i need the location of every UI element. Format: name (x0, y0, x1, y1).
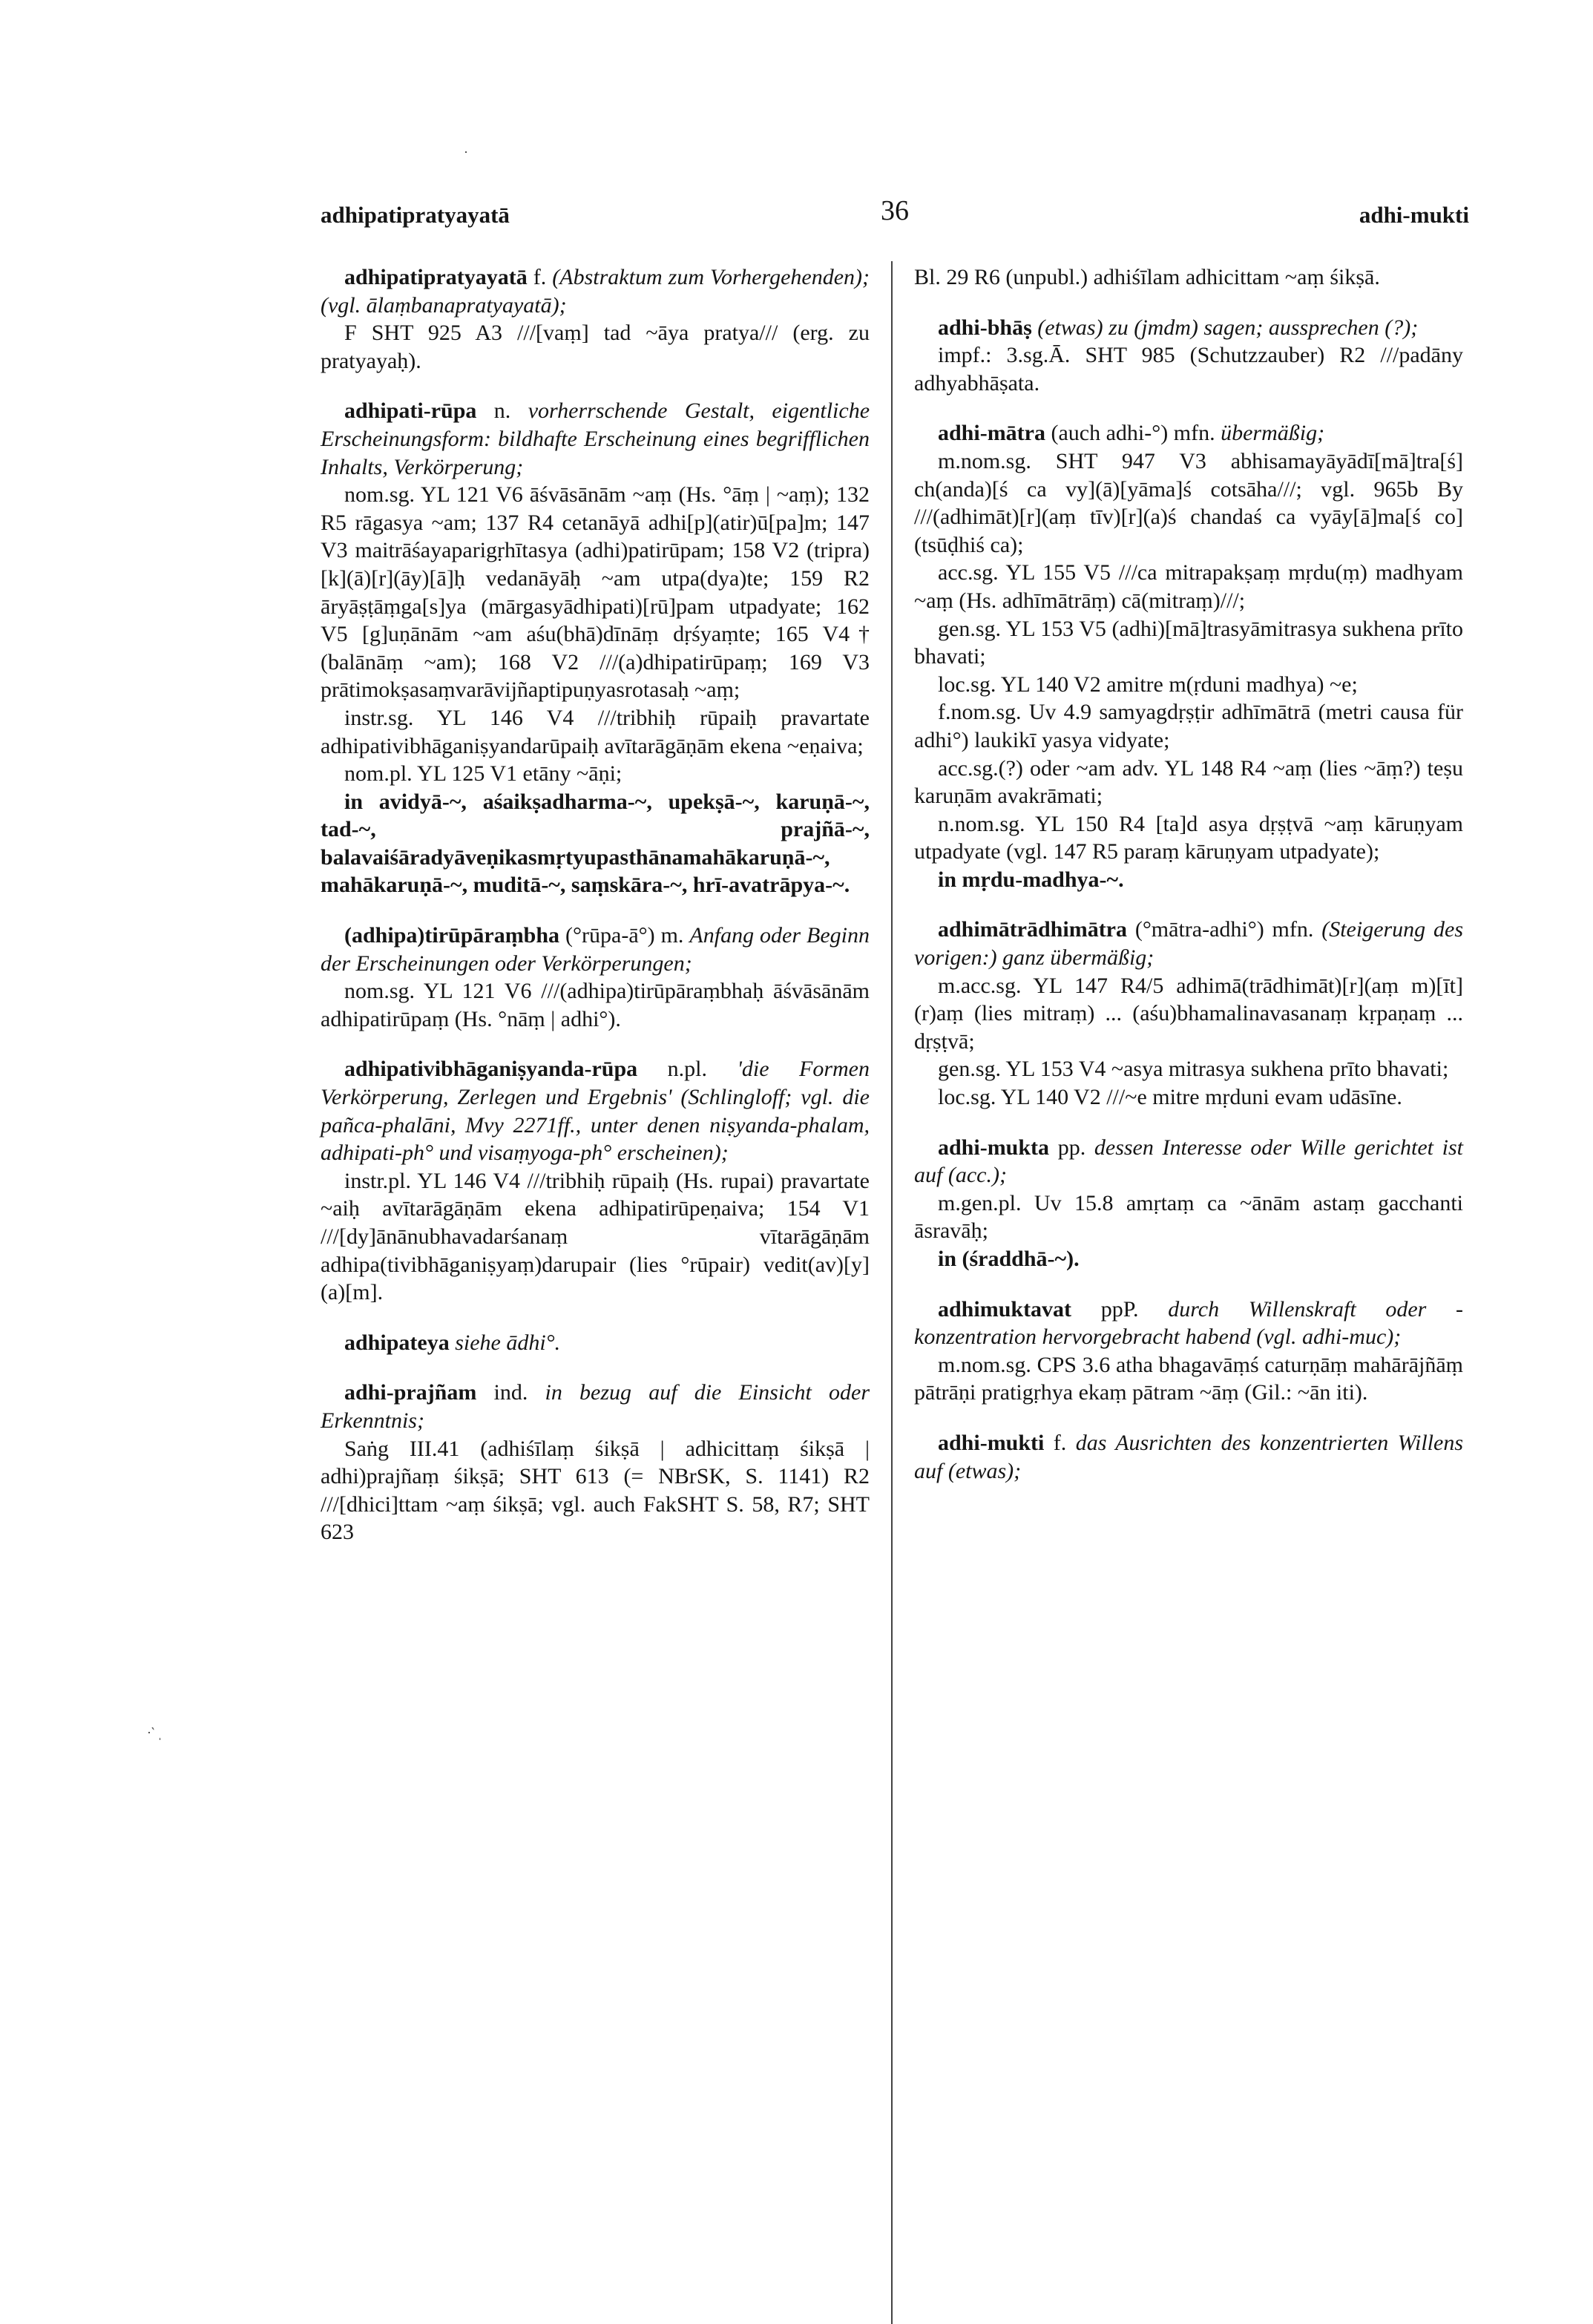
entry-headword: adhimuktavat (938, 1296, 1072, 1322)
entry-grammar: (auch adhi-°) mfn. (1045, 421, 1221, 446)
header-left-guide-word: adhipatipratyayatā (321, 202, 510, 228)
entry-citation: gen.sg. YL 153 V4 ~asya mitrasya sukhena prīto bhavati; (938, 1057, 1449, 1082)
dictionary-entry (914, 1429, 1463, 1485)
page-speck: · (464, 145, 468, 160)
entry-grammar: ind. (476, 1380, 545, 1405)
entry-headword: adhipatipratyayatā (344, 265, 528, 289)
entry-citation: m.nom.sg. SHT 947 V3 abhisamayāyādī[mā]tra[ś] ch(anda)[ś ca vy](ā)[yāma]ś cotsāha///; vgl. 965b By ///(adhimāt)[r](aṃ tīv)[r](a)ś chandaś ca vyāy[ā]ma[ś co](tsūḍhiś ca); (914, 448, 1463, 557)
entry-headword: adhipativibhāganiṣyanda-rūpa (344, 1057, 638, 1082)
entry-cross-reference: siehe ādhi°. (455, 1330, 561, 1355)
running-header (321, 194, 1469, 233)
entry-gloss: (Abstraktum zum Vorhergehenden); (vgl. ālaṃbanapratyayatā); (321, 265, 870, 318)
dictionary-entry (321, 263, 870, 375)
entry-citation: m.acc.sg. YL 147 R4/5 adhimā(trādhimāt)[r](aṃ m)[īt](r)aṃ (lies mitraṃ) ... (aśu)bhamalinavasanaṃ kṛpaṇaṃ ... dṛṣṭvā; (914, 973, 1463, 1054)
column-divider (891, 261, 893, 2324)
entry-grammar: pp. (1049, 1135, 1094, 1160)
entry-citation: loc.sg. YL 140 V2 amitre m(ṛduni madhya) ~e; (938, 672, 1358, 697)
entry-gloss: Anfang oder Beginn der Erscheinungen oder Verkörperungen; (321, 923, 870, 976)
entry-citation: f.nom.sg. Uv 4.9 samyagdṛṣṭir adhīmātrā (metri causa für adhi°) laukikī yasya vidyate; (914, 700, 1463, 752)
dictionary-entry (321, 1379, 870, 1546)
dictionary-entry (321, 1329, 870, 1357)
entry-gloss: durch Willenskraft oder -konzentration hervorgebracht habend (vgl. adhi-muc); (914, 1296, 1463, 1350)
entry-citation: impf.: 3.sg.Ā. SHT 985 (Schutzzauber) R2 ///padāny adhyabhāṣata. (914, 343, 1463, 395)
entry-compounds: in (śraddhā-~). (938, 1247, 1080, 1271)
dictionary-entry (914, 1296, 1463, 1407)
entry-headword: adhipateya (344, 1330, 450, 1355)
entry-headword: adhipati-rūpa (344, 398, 477, 424)
header-right-guide-word: adhi-mukti (1359, 202, 1469, 228)
entry-grammar: f. (1044, 1430, 1076, 1455)
dictionary-entry (914, 314, 1463, 398)
entry-citation: gen.sg. YL 153 V5 (adhi)[mā]trasyāmitrasya sukhena prīto bhavati; (914, 616, 1463, 669)
entry-headword: adhi-mukti (938, 1430, 1045, 1455)
left-column (321, 263, 870, 1569)
entry-headword: adhi-bhāṣ (938, 315, 1032, 340)
entry-grammar: ppP. (1071, 1296, 1169, 1322)
entry-gloss: 'die Formen Verkörperung, Zerlegen und Ergebnis' (Schlingloff; vgl. die pañca-phalāni, Mvy 2271ff., unter denen niṣyanda-phalam, adhipati-ph° und visaṃyoga-ph° erscheinen); (321, 1057, 870, 1166)
entry-citation: m.nom.sg. CPS 3.6 atha bhagavāṃś caturṇāṃ mahārājñāṃ pātrāṇi pratigṛhya ekaṃ pātram ~āṃ (Gil.: ~ān iti). (914, 1352, 1463, 1405)
entry-grammar: (°rūpa-ā°) m. (559, 923, 690, 948)
entry-citation: nom.sg. YL 121 V6 ///(adhipa)tirūpāraṃbhaḥ āśvāsānām adhipatirūpaṃ (Hs. °nāṃ | adhi°). (321, 979, 870, 1031)
entry-compounds: in avidyā-~, aśaikṣadharma-~, upekṣā-~, karuṇā-~, tad-~, prajñā-~, balavaiśāradyāveṇikasmṛtyupasthānamahākaruṇā-~, mahākaruṇā-~, muditā-~, saṃskāra-~, hrī-avatrāpya-~. (321, 789, 870, 898)
page-number: 36 (881, 195, 909, 226)
entry-gloss: (etwas) zu (jmdm) sagen; aussprechen (?); (1037, 315, 1419, 340)
entry-citation: Saṅg III.41 (adhiśīlaṃ śikṣā | adhicittaṃ śikṣā | adhi)prajñaṃ śikṣā; SHT 613 (= NBrSK, S. 1141) R2 ///[dhici]ttam ~aṃ śikṣā; vgl. auch FakSHT S. 58, R7; SHT 623 (321, 1436, 870, 1545)
entry-continuation: Bl. 29 R6 (unpubl.) adhiśīlam adhicittam ~aṃ śikṣā. (914, 265, 1380, 289)
entry-citation: acc.sg. YL 155 V5 ///ca mitrapakṣaṃ mṛdu(ṃ) madhyam ~aṃ (Hs. adhīmātrāṃ) cā(mitraṃ)///; (914, 560, 1463, 613)
entry-gloss: (Steigerung des vorigen:) ganz übermäßig; (914, 917, 1463, 971)
entry-grammar: n.pl. (637, 1057, 738, 1082)
entry-citation: nom.pl. YL 125 V1 etāny ~āṇi; (344, 761, 623, 787)
entry-gloss: in bezug auf die Einsicht oder Erkenntnis; (321, 1380, 870, 1433)
dictionary-entry (321, 922, 870, 1033)
entry-citation: instr.sg. YL 146 V4 ///tribhiḥ rūpaiḥ pravartate adhipativibhāganiṣyandarūpaiḥ avītarāgāṇām ekena ~eṇaiva; (321, 705, 870, 758)
right-column (914, 263, 1463, 1507)
entry-citation: F SHT 925 A3 ///[vaṃ] tad ~āya pratya/// (erg. zu pratyayaḥ). (321, 321, 870, 373)
dictionary-entry (914, 916, 1463, 1111)
dictionary-entry (914, 1134, 1463, 1273)
dictionary-entry (321, 397, 870, 899)
entry-citation: instr.pl. YL 146 V4 ///tribhiḥ rūpaiḥ (Hs. rupai) pravartate ~aiḥ avītarāgāṇām ekena adhipatirūpeṇaiva; 154 V1 ///[dy]ānānubhavadarśanaṃ vītarāgāṇām adhipa(tivibhāganiṣyaṃ)darupair (lies °rūpair) vedit(av)[y](a)[m]. (321, 1168, 870, 1305)
entry-compounds: in mṛdu-madhya-~. (938, 867, 1124, 892)
entry-gloss: vorherrschende Gestalt, eigentliche Erscheinungsform: bildhafte Erscheinung eines begrifflichen Inhalts, Verkörperung; (321, 398, 870, 479)
page-speck: ·‵ ˌ (147, 1725, 162, 1740)
entry-headword: adhimātrādhimātra (938, 917, 1127, 942)
entry-citation: m.gen.pl. Uv 15.8 amṛtaṃ ca ~ānām astaṃ gacchanti āsravāḥ; (914, 1190, 1463, 1244)
entry-headword: adhi-prajñam (344, 1380, 477, 1405)
entry-headword: adhi-mātra (938, 421, 1045, 446)
entry-gloss: übermäßig; (1221, 421, 1325, 446)
entry-headword: adhi-mukta (938, 1135, 1050, 1160)
entry-citation: loc.sg. YL 140 V2 ///~e mitre mṛduni evam udāsīne. (938, 1085, 1402, 1110)
entry-gloss: dessen Interesse oder Wille gerichtet ist auf (acc.); (914, 1135, 1464, 1188)
entry-citation: n.nom.sg. YL 150 R4 [ta]d asya dṛṣṭvā ~aṃ kāruṇyam utpadyate (vgl. 147 R5 paraṃ kāruṇyam utpadyate); (914, 811, 1463, 864)
entry-grammar: f. (527, 265, 553, 289)
entry-gloss: das Ausrichten des konzentrierten Willens auf (etwas); (914, 1430, 1463, 1483)
entry-citation: nom.sg. YL 121 V6 āśvāsānām ~aṃ (Hs. °āṃ | ~aṃ); 132 R5 rāgasya ~am; 137 R4 cetanāyā adhi[p](atir)ū[pa]m; 147 V3 maitrāśayaparigṛhītasya (adhi)patirūpam; 158 V2 (tripra)[k](ā)[r](āy)[ā]ḥ vedanāyāḥ ~am utpa(dya)te; 159 R2 āryāṣṭāṃga[s]ya (mārgasyādhipati)[rū]pam utpadyate; 162 V5 [g]uṇānām ~am aśu(bhā)dīnāṃ dṛśyaṃte; 165 V4† (balānāṃ ~am); 168 V2 ///(a)dhipatirūpaṃ; 169 V3 prātimokṣasaṃvarāvijñaptipuṇyasrotasaḥ ~aṃ; (321, 482, 870, 703)
entry-grammar: (°mātra-adhi°) mfn. (1127, 917, 1322, 942)
dictionary-entry (914, 419, 1463, 893)
entry-headword: (adhipa)tirūpāraṃbha (344, 923, 560, 948)
dictionary-entry (321, 1055, 870, 1306)
entry-citation: acc.sg.(?) oder ~am adv. YL 148 R4 ~aṃ (lies ~āṃ?) teṣu karuṇām avakrāmati; (914, 755, 1463, 809)
entry-grammar: n. (476, 398, 528, 424)
